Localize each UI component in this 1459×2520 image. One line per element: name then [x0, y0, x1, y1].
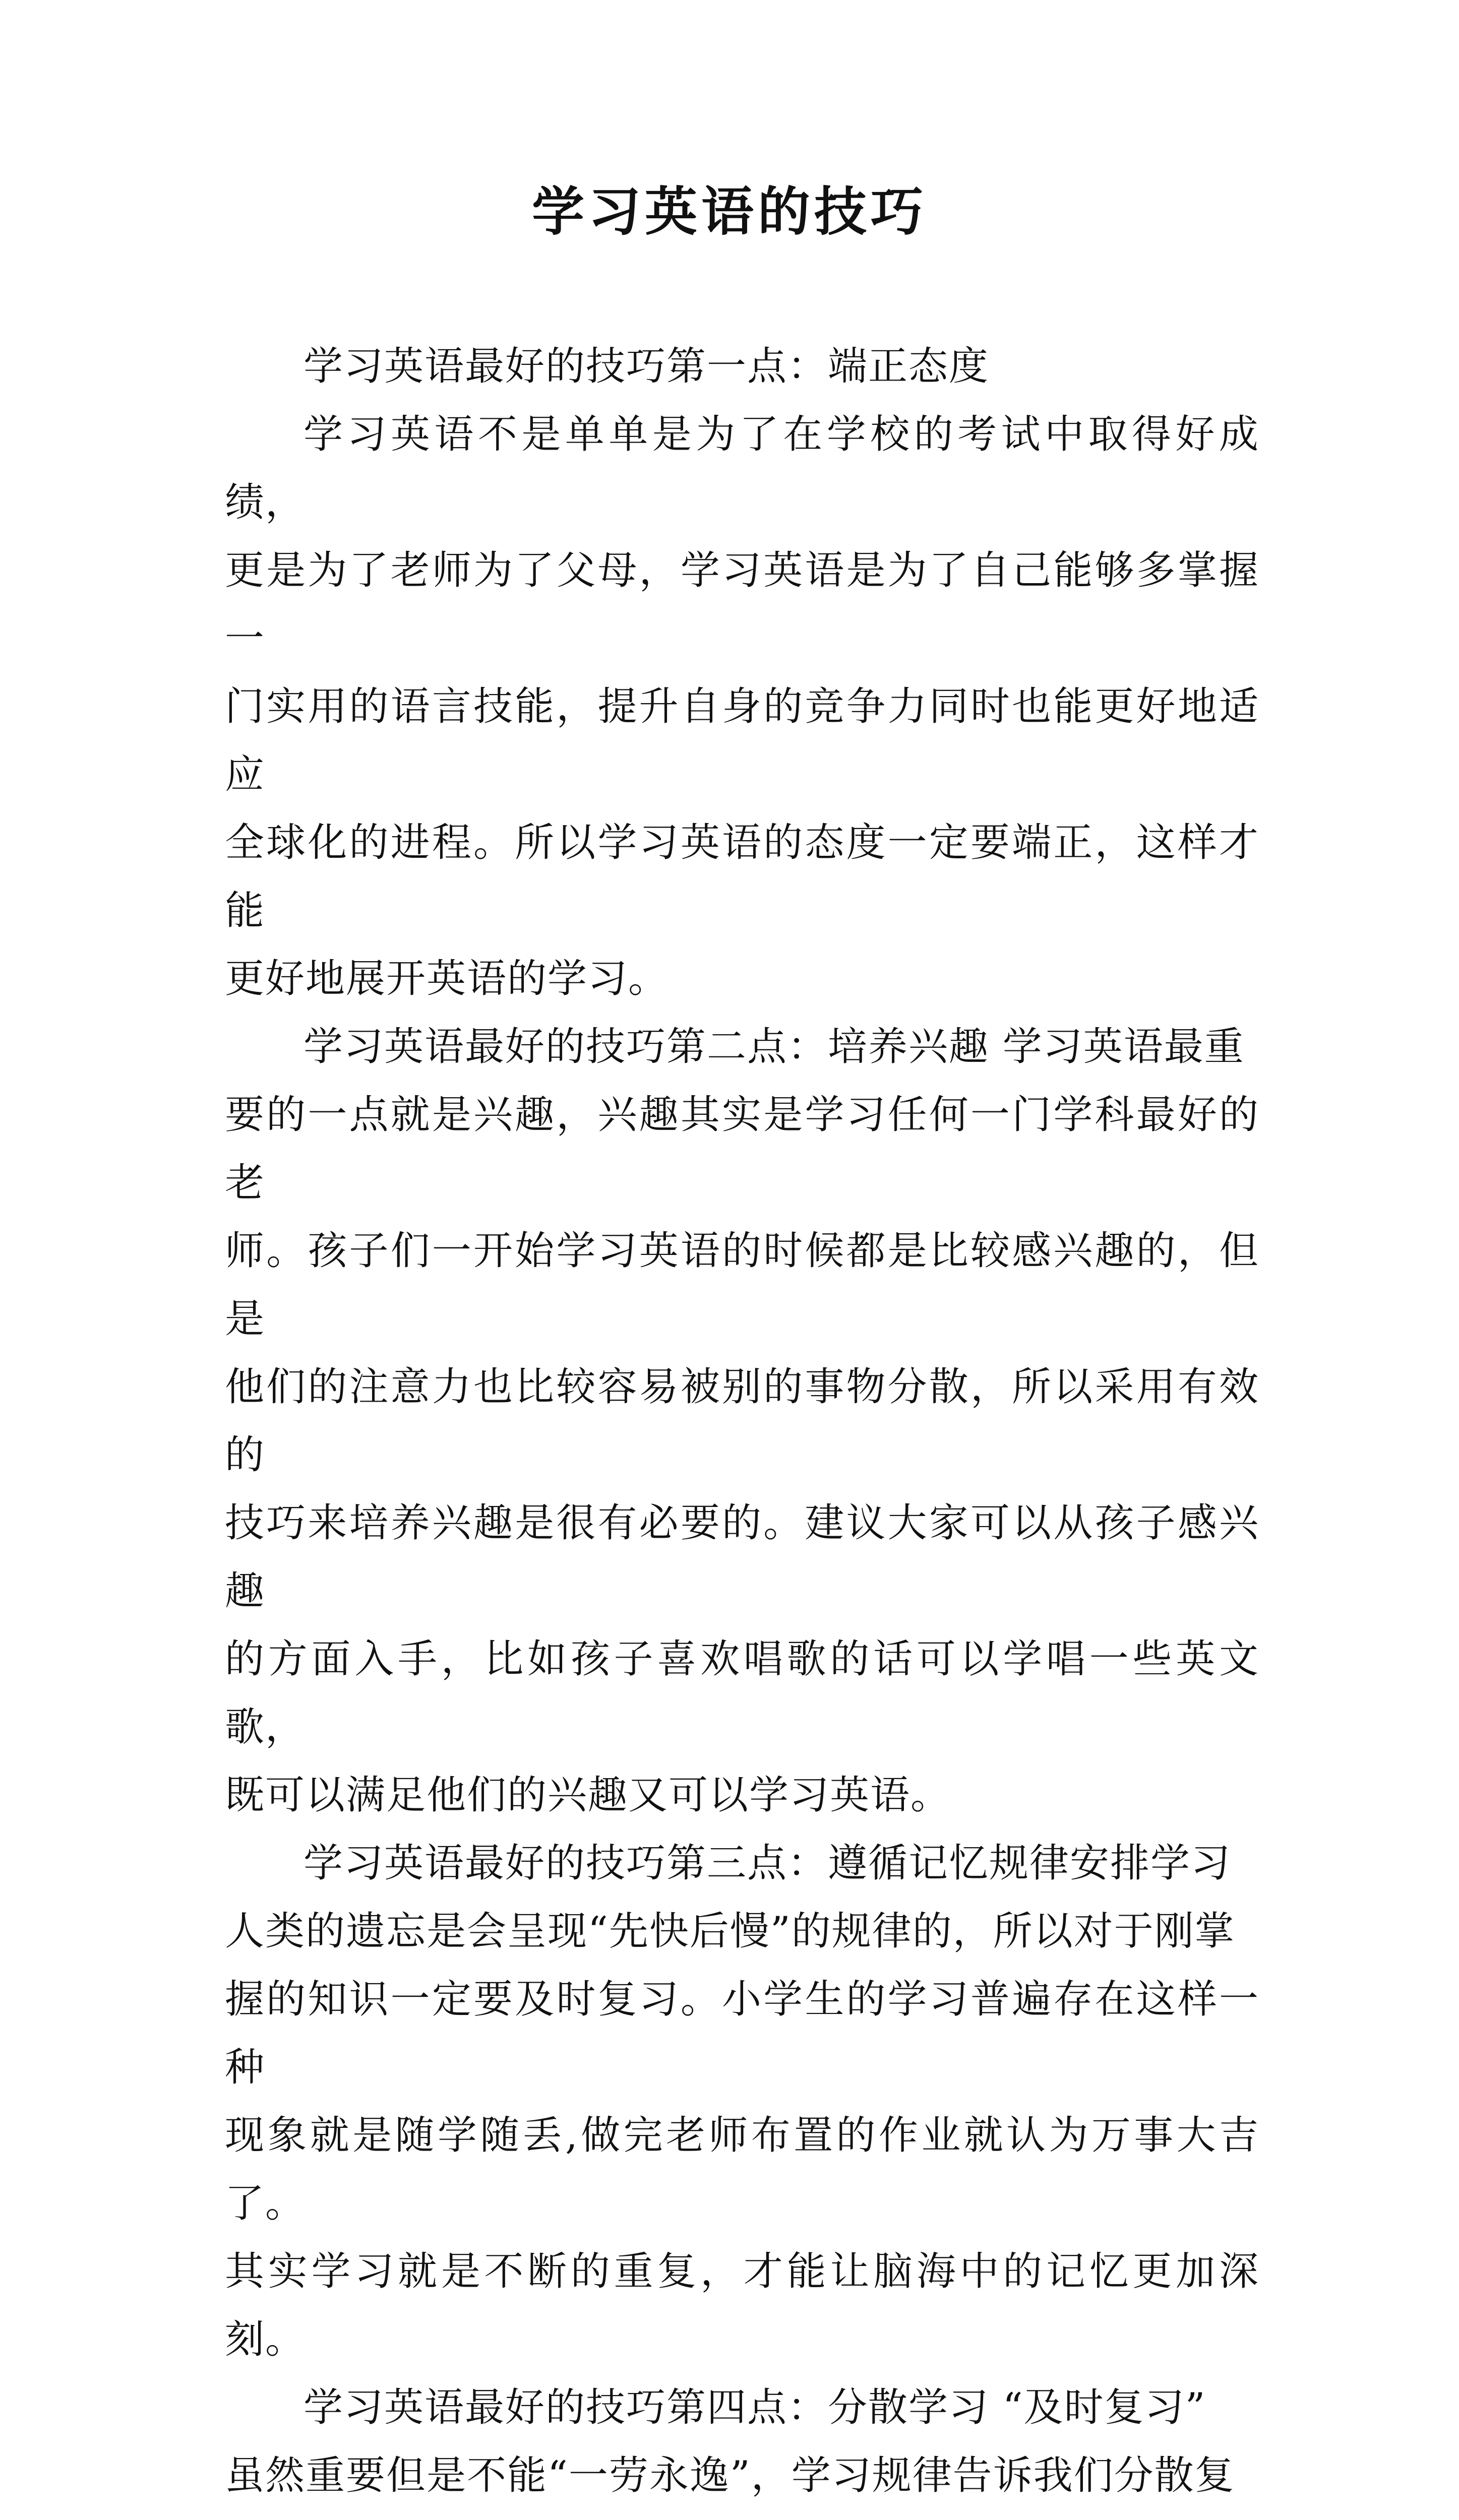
text-line: 学习英语最好的技巧第四点：分散学习 “及时复习” — [303, 2385, 1206, 2430]
text-line: 学习英语最好的技巧第二点：培养兴趣 学习英语最重 — [303, 1024, 1245, 1069]
text-line: 既可以满足他们的兴趣又可以学习英语。 — [225, 1773, 951, 1818]
paragraph — [225, 401, 1259, 1013]
document-title: 学习英语的技巧 — [531, 180, 927, 242]
text-line: 学习英语不是单单是为了在学校的考试中取得好成绩， — [225, 412, 1259, 525]
text-line: 他们的注意力也比较容易被别的事物分散，所以采用有效的 — [225, 1364, 1259, 1478]
text-line: 全球化的进程。所以学习英语的态度一定要端正，这样才能 — [225, 820, 1259, 933]
paragraph — [225, 2374, 1259, 2520]
text-line — [225, 2510, 1259, 2520]
document-body — [225, 333, 1259, 2520]
text-line: 更是为了老师为了父母，学习英语是为了自己能够多掌握一 — [225, 548, 1259, 661]
text-line: 要的一点就是兴趣，兴趣其实是学习任何一门学科最好的老 — [225, 1092, 1259, 1206]
text-line: 握的知识一定要及时复习。小学生的学习普遍存在这样一种 — [225, 1977, 1259, 2090]
paragraph — [225, 333, 1259, 401]
paragraph — [225, 1013, 1259, 1830]
text-line: 门实用的语言技能，提升自身的竞争力同时也能更好地适应 — [225, 684, 1259, 797]
text-line: 虽然重要但是不能“一劳永逸”，学习规律告诉我们分散复 — [225, 2453, 1235, 2498]
text-line: 技巧来培养兴趣是很有必要的。建议大家可以从孩子感兴趣 — [225, 1500, 1259, 1614]
text-line: 更好地展开英语的学习。 — [225, 956, 669, 1001]
text-line: 的方面入手，比如孩子喜欢唱歌的话可以学唱一些英文歌， — [225, 1636, 1259, 1750]
text-line: 其实学习就是不断的重复，才能让脑海中的记忆更加深刻。 — [225, 2249, 1259, 2362]
text-line: 学习英语最好的技巧第三点：遵循记忆规律安排学习 — [303, 1841, 1232, 1886]
text-line: 现象就是随学随丢,做完老师布置的作业就认为万事大吉了。 — [225, 2113, 1259, 2226]
text-line: 人类的遗忘是会呈现“先快后慢”的规律的，所以对于刚掌 — [225, 1909, 1235, 1954]
text-line: 师。孩子们一开始学习英语的时候都是比较感兴趣的，但是 — [225, 1228, 1259, 1342]
text-line: 学习英语最好的技巧第一点：端正态度 — [303, 344, 990, 389]
paragraph — [225, 1830, 1259, 2374]
